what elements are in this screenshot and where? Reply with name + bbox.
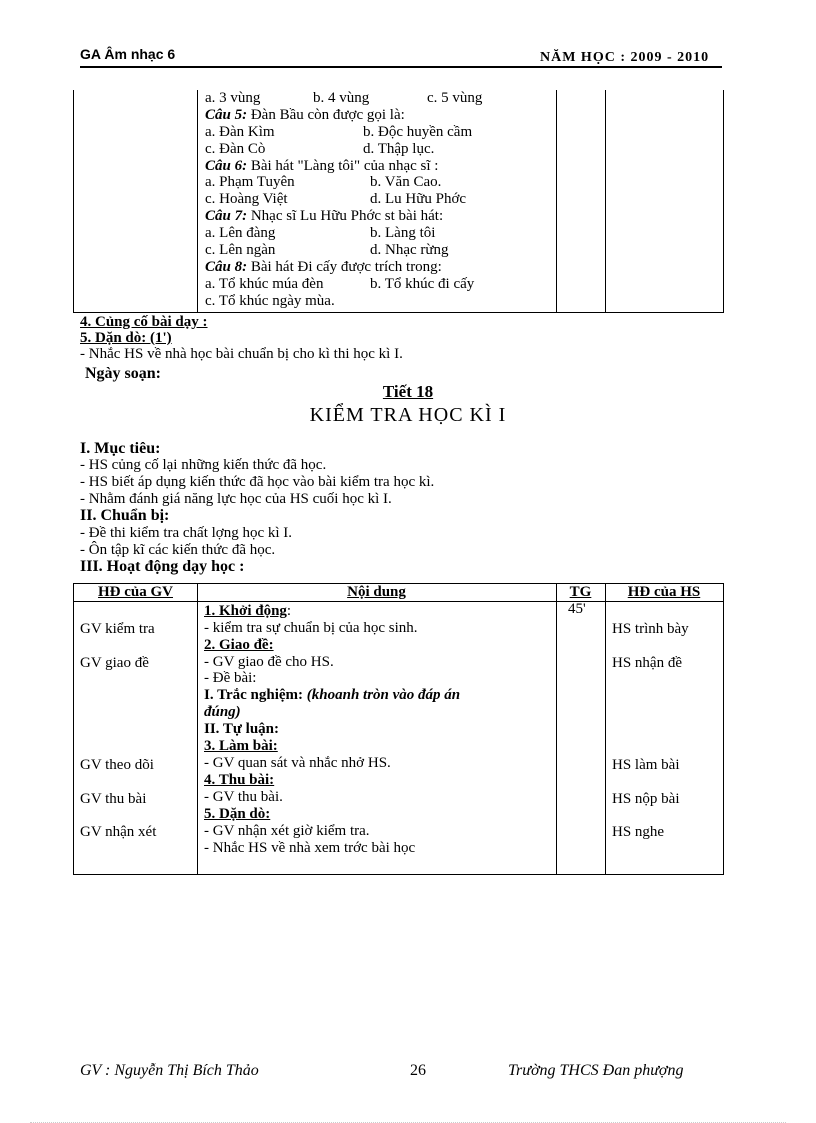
page-number: 26 (410, 1062, 426, 1079)
question-line: a. Lên đàng b. Làng tôi (205, 225, 436, 242)
question-line: c. Hoàng Việt d. Lu Hữu Phớc (205, 191, 467, 208)
ngay-soan: Ngày soạn: (85, 365, 162, 382)
step-lam-bai: 3. Làm bài: (204, 738, 278, 754)
content-line: - Nhắc HS về nhà xem trớc bài học (204, 840, 416, 856)
trac-nghiem-note: đúng) (204, 704, 241, 720)
col-header-time: TG (569, 584, 592, 600)
question-line: c. Lên ngàn d. Nhạc rừng (205, 242, 449, 259)
table-divider (605, 584, 606, 874)
question-line: a. 3 vùng b. 4 vùng c. 5 vùng (205, 90, 483, 106)
question-line: Câu 6: Bài hát "Làng tôi" của nhạc sĩ : (205, 157, 439, 174)
step-khoi-dong: 1. Khởi động: (204, 603, 292, 619)
lesson-title: KIỂM TRA HỌC KÌ I (309, 404, 507, 426)
question-line: Câu 5: Đàn Bầu còn được gọi là: (205, 106, 405, 123)
activities-heading: III. Hoạt động dạy học : (80, 558, 245, 575)
step-giao-de: 2. Giao đề: (204, 637, 274, 653)
hs-activity: HS trình bày (612, 621, 689, 637)
preparation-item: - Ôn tập kĩ các kiến thức đã học. (80, 542, 276, 558)
hs-activity: HS nộp bài (612, 791, 680, 807)
content-line: - GV nhận xét giờ kiểm tra. (204, 823, 370, 839)
table-divider (605, 90, 606, 312)
header-school-year: NĂM HỌC : 2009 - 2010 (540, 50, 710, 65)
content-line: - kiểm tra sự chuẩn bị của học sinh. (204, 620, 418, 636)
preparation-item: - Đề thi kiểm tra chất lợng học kì I. (80, 525, 293, 541)
tu-luan-heading: II. Tự luận: (204, 721, 280, 737)
gv-activity: GV nhận xét (80, 824, 157, 840)
question-line: a. Tổ khúc múa đèn b. Tổ khúc đi cấy (205, 275, 475, 292)
header-subject: GA Âm nhạc 6 (80, 46, 176, 62)
hs-activity: HS làm bài (612, 757, 680, 773)
footer-teacher: GV : Nguyễn Thị Bích Thảo (80, 1062, 259, 1079)
step-dan-do: 5. Dặn dò: (204, 806, 271, 822)
table-divider (197, 584, 198, 874)
table-divider (197, 90, 198, 312)
question-line: c. Đàn Cò d. Thập lục. (205, 140, 435, 157)
content-line: - GV thu bài. (204, 789, 283, 805)
objective-item: - Nhằm đánh giá năng lực học của HS cuối học kì I. (80, 491, 392, 507)
gv-activity: GV kiểm tra (80, 621, 155, 637)
question-line: Câu 8: Bài hát Đi cấy được trích trong: (205, 258, 442, 275)
gv-activity: GV theo dõi (80, 757, 154, 773)
gv-activity: GV giao đề (80, 655, 149, 671)
cung-co-heading: 4. Củng cố bài dạy : (80, 314, 208, 330)
question-line: a. Phạm Tuyên b. Văn Cao. (205, 174, 442, 191)
content-line: - Đề bài: (204, 670, 257, 686)
question-line: c. Tổ khúc ngày mùa. (205, 292, 335, 309)
objective-item: - HS biết áp dụng kiến thức đã học vào bài kiểm tra học kì. (80, 474, 435, 490)
table-divider (556, 90, 557, 312)
header-divider (74, 601, 723, 602)
question-line: Câu 7: Nhạc sĩ Lu Hữu Phớc st bài hát: (205, 208, 444, 225)
content-line: - GV quan sát và nhắc nhở HS. (204, 755, 391, 771)
header-rule (80, 66, 722, 68)
dan-do-text: - Nhắc HS về nhà học bài chuẩn bị cho kì thi học kì I. (80, 346, 403, 362)
preparation-heading: II. Chuẩn bị: (80, 507, 170, 524)
lesson-number: Tiết 18 (382, 382, 434, 401)
trac-nghiem-line: I. Trắc nghiệm: (khoanh tròn vào đáp án (204, 687, 461, 703)
table-divider (556, 584, 557, 874)
time-value: 45' (568, 601, 586, 617)
hs-activity: HS nghe (612, 824, 665, 840)
hs-activity: HS nhận đề (612, 655, 682, 671)
col-header-content: Nội dung (347, 584, 406, 600)
questions-list (205, 90, 555, 310)
step-thu-bai: 4. Thu bài: (204, 772, 275, 788)
col-header-hs: HĐ của HS (627, 584, 701, 600)
gv-activity: GV thu bài (80, 791, 147, 807)
col-header-gv: HĐ của GV (98, 584, 173, 600)
objective-item: - HS củng cố lại những kiến thức đã học. (80, 457, 327, 473)
footer-school: Trường THCS Đan phượng (508, 1062, 684, 1079)
content-line: - GV giao đề cho HS. (204, 654, 334, 670)
question-line: a. Đàn Kìm b. Độc huyền cầm (205, 123, 473, 140)
objectives-heading: I. Mục tiêu: (80, 440, 161, 457)
dan-do-heading: 5. Dặn dò: (1') (80, 330, 172, 346)
